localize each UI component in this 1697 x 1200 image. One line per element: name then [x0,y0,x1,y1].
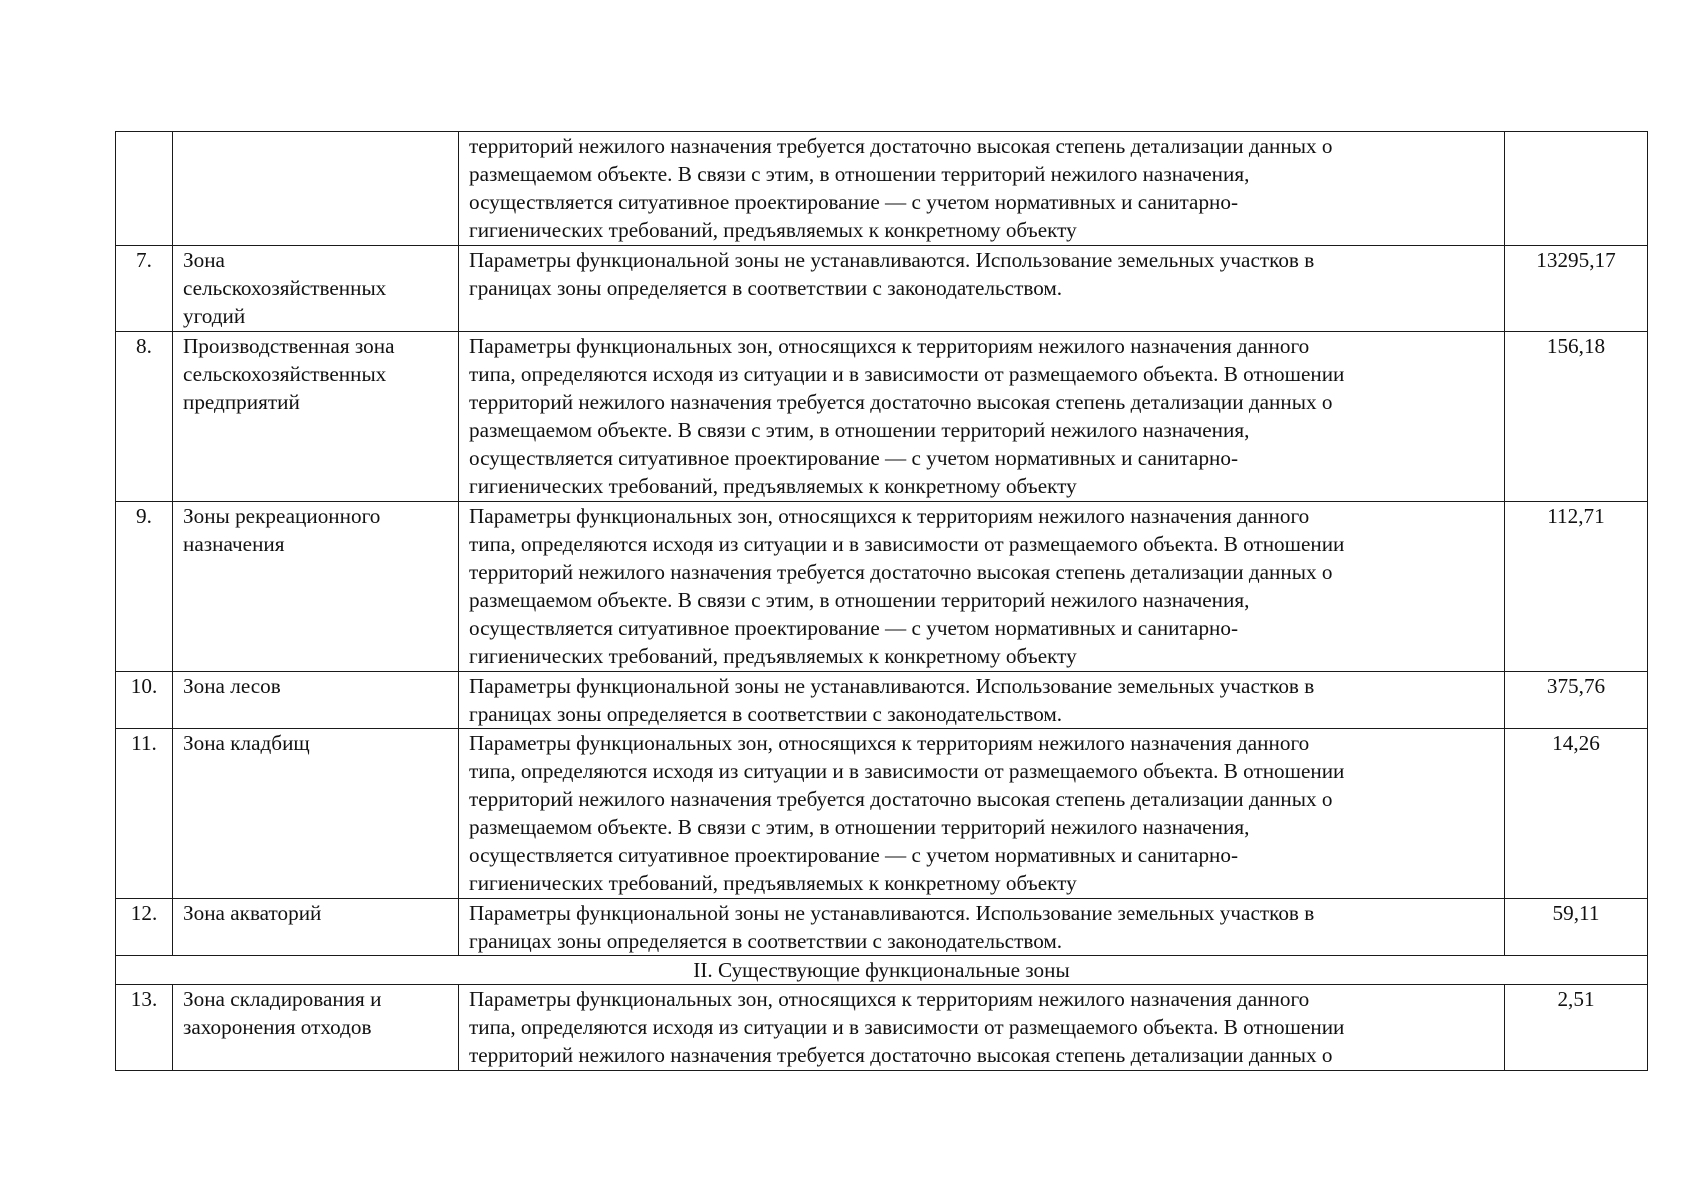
table-row [116,985,1648,1071]
row-number: 10. [116,672,173,729]
table-row [116,899,1648,956]
table-row [116,246,1648,332]
zone-area: 375,76 [1505,672,1648,729]
table-row [116,332,1648,502]
section-header-row [116,956,1648,985]
zone-parameters: Параметры функциональных зон, относящихся к территориям нежилого назначения данного типа, определяются исходя из ситуации и в зависимости от размещаемого объекта. В отношении территорий нежилого назначения требуется достаточно высокая степень детализации данных о размещаемом объекте. В связи с этим, в отношении территорий нежилого назначения, осуществляется ситуативное проектирование — с учетом нормативных и санитарно- гигиенических требований, предъявляемых к конкретному объекту [459,332,1505,502]
zone-area: 156,18 [1505,332,1648,502]
table-row [116,729,1648,899]
zone-name: Зона складирования и захоронения отходов [173,985,459,1071]
zone-parameters: Параметры функциональных зон, относящихся к территориям нежилого назначения данного типа, определяются исходя из ситуации и в зависимости от размещаемого объекта. В отношении территорий нежилого назначения требуется достаточно высокая степень детализации данных о размещаемом объекте. В связи с этим, в отношении территорий нежилого назначения, осуществляется ситуативное проектирование — с учетом нормативных и санитарно- гигиенических требований, предъявляемых к конкретному объекту [459,502,1505,672]
section-title: II. Существующие функциональные зоны [116,956,1648,985]
zone-parameters: Параметры функциональной зоны не устанавливаются. Использование земельных участков в границах зоны определяется в соответствии с законодательством. [459,672,1505,729]
zone-name: Зона акваторий [173,899,459,956]
zone-name: Зоны рекреационного назначения [173,502,459,672]
zone-parameters: Параметры функциональной зоны не устанавливаются. Использование земельных участков в границах зоны определяется в соответствии с законодательством. [459,246,1505,332]
zone-area: 112,71 [1505,502,1648,672]
row-number: 9. [116,502,173,672]
row-number: 11. [116,729,173,899]
row-number: 13. [116,985,173,1071]
functional-zones-table [115,131,1648,1071]
row-number: 7. [116,246,173,332]
zone-name: Зона сельскохозяйственных угодий [173,246,459,332]
zone-parameters: Параметры функциональных зон, относящихся к территориям нежилого назначения данного типа, определяются исходя из ситуации и в зависимости от размещаемого объекта. В отношении территорий нежилого назначения требуется достаточно высокая степень детализации данных о [459,985,1505,1071]
zone-area: 2,51 [1505,985,1648,1071]
zone-name: Зона кладбищ [173,729,459,899]
zone-parameters: Параметры функциональной зоны не устанавливаются. Использование земельных участков в границах зоны определяется в соответствии с законодательством. [459,899,1505,956]
table-row [116,672,1648,729]
table-row [116,132,1648,246]
row-number: 8. [116,332,173,502]
zone-parameters: Параметры функциональных зон, относящихся к территориям нежилого назначения данного типа, определяются исходя из ситуации и в зависимости от размещаемого объекта. В отношении территорий нежилого назначения требуется достаточно высокая степень детализации данных о размещаемом объекте. В связи с этим, в отношении территорий нежилого назначения, осуществляется ситуативное проектирование — с учетом нормативных и санитарно- гигиенических требований, предъявляемых к конкретному объекту [459,729,1505,899]
zone-area: 13295,17 [1505,246,1648,332]
row-number [116,132,173,246]
zone-area [1505,132,1648,246]
zone-area: 59,11 [1505,899,1648,956]
row-number: 12. [116,899,173,956]
zone-name: Зона лесов [173,672,459,729]
zone-parameters: территорий нежилого назначения требуется достаточно высокая степень детализации данных о размещаемом объекте. В связи с этим, в отношении территорий нежилого назначения, осуществляется ситуативное проектирование — с учетом нормативных и санитарно- гигиенических требований, предъявляемых к конкретному объекту [459,132,1505,246]
zone-name [173,132,459,246]
zone-area: 14,26 [1505,729,1648,899]
table-row [116,502,1648,672]
zone-name: Производственная зона сельскохозяйственных предприятий [173,332,459,502]
